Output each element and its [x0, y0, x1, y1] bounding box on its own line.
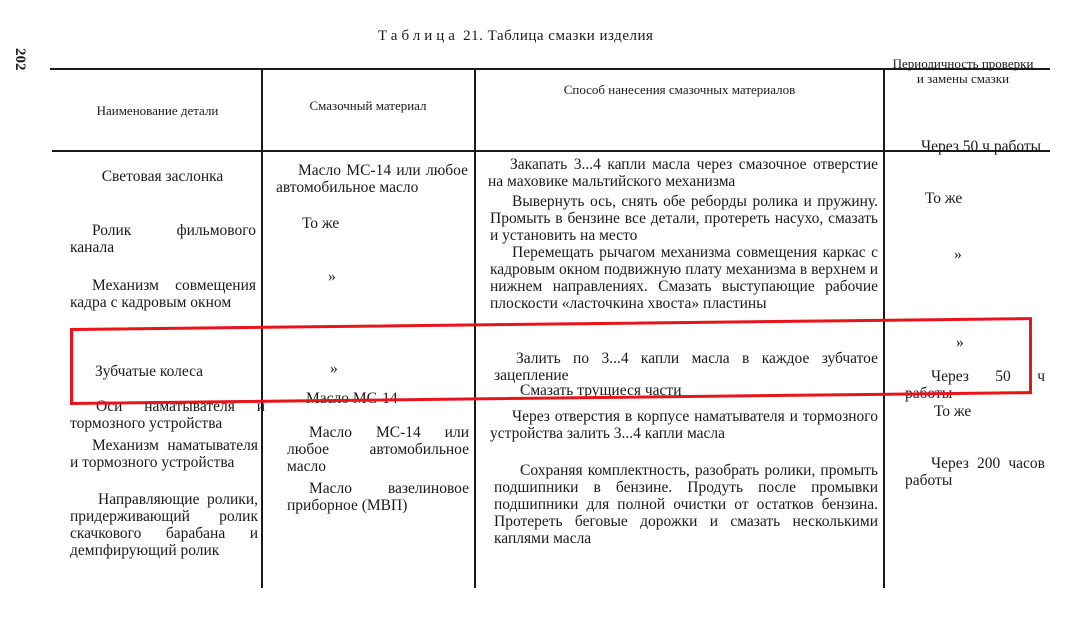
- row7-lubricant: Масло вазелиновое приборное (МВП): [287, 480, 469, 514]
- row1-lubricant: Масло МС-14 или любое автомобильное масло: [276, 162, 468, 196]
- row3-period: »: [954, 246, 962, 263]
- row7-method: Сохраняя комплектность, разобрать ролики, промыть подшипники в бензине. Продуть после промывки подшипники для полной очистки от остатков бензина. Протереть беговые дорожки и смазать несколькими каплями масла: [494, 462, 878, 547]
- row1-period: Через 50 ч работы: [921, 138, 1042, 155]
- table-title-number: 21.: [463, 28, 484, 44]
- row4-part: Зубчатые колеса: [95, 363, 204, 380]
- row4-lubricant: »: [330, 360, 338, 377]
- table-title-rest: Таблица смазки изделия: [487, 28, 654, 44]
- row5-part: Оси наматывателя и тормозного устройства: [70, 398, 265, 432]
- table-title: [378, 28, 653, 45]
- red-annotation-rectangle: [70, 317, 1032, 405]
- row1-method: Закапать 3...4 капли масла через смазочное отверстие на маховике мальтийского механизма: [488, 156, 878, 190]
- row1-part: Световая заслонка: [101, 168, 224, 185]
- table-title-prefix: Таблица: [378, 28, 459, 44]
- header-part-name: Наименование детали: [96, 103, 219, 118]
- row2-period: То же: [925, 190, 963, 207]
- row3-lubricant: »: [328, 268, 336, 285]
- page-number: 202: [12, 48, 28, 71]
- row5-period: Через 50 ч работы: [905, 368, 1045, 402]
- row6-method: Через отверстия в корпусе наматывателя и тормозного устройства залить 3...4 капли масла: [490, 408, 878, 442]
- row3-part: Механизм совмещения кадра с кадровым окном: [70, 277, 256, 311]
- header-lubricant: Смазочный материал: [309, 98, 427, 113]
- row4-method: Залить по 3...4 капли масла в каждое зубчатое зацепление: [494, 350, 878, 384]
- row2-method: Вывернуть ось, снять обе реборды ролика и пружину. Промыть в бензине все детали, протереть насухо, смазать и установить на место: [490, 193, 878, 244]
- row3-method: Перемещать рычагом механизма совмещения каркас с кадровым окном подвижную плату механизма в верхнем и нижнем направлениях. Смазать выступающие рабочие плоскости «ласточкина хвоста» пластины: [490, 244, 878, 312]
- row2-lubricant: То же: [302, 215, 340, 232]
- row5-lubricant: Масло МС-14: [306, 390, 398, 407]
- row5-method: Смазать трущиеся части: [520, 382, 682, 399]
- row6-part: Механизм наматывателя и тормозного устройства: [70, 437, 258, 471]
- row6-lubricant: Масло МС-14 или любое автомобильное масло: [287, 424, 469, 475]
- header-periodicity: Периодичность проверки и замены смазки: [892, 56, 1034, 86]
- row7-period: Через 200 часов работы: [905, 455, 1045, 489]
- row4-period: »: [956, 334, 964, 351]
- header-method: Способ нанесения смазочных материалов: [563, 82, 796, 97]
- row6-period: То же: [934, 403, 972, 420]
- row7-part: Направляющие ролики, придерживающий ролик скачкового барабана и демпфирующий ролик: [70, 491, 258, 559]
- row2-part: Ролик фильмового канала: [70, 222, 256, 256]
